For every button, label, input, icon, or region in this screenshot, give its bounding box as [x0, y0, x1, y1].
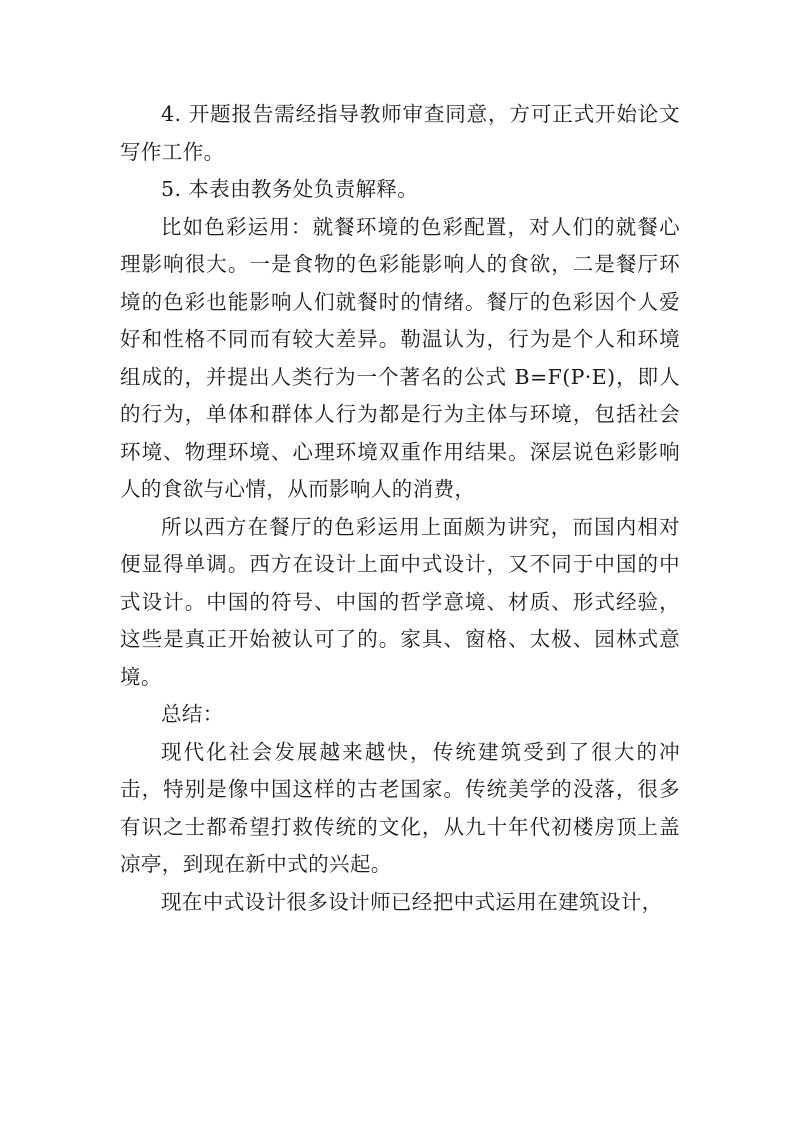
document-body	[120, 96, 680, 921]
paragraph-summary: 现代化社会发展越来越快，传统建筑受到了很大的冲击，特别是像中国这样的古老国家。传统美学的没落，很多有识之士都希望打救传统的文化，从九十年代初楼房顶上盖凉亭，到现在新中式的兴起。	[120, 739, 680, 876]
paragraph-western-design: 所以西方在餐厅的色彩运用上面颇为讲究，而国内相对便显得单调。西方在设计上面中式设计，又不同于中国的中式设计。中国的符号、中国的哲学意境、材质、形式经验，这些是真正开始被认可了的。家具、窗格、太极、园林式意境。	[120, 514, 680, 689]
paragraph-color-usage: 比如色彩运用：就餐环境的色彩配置，对人们的就餐心理影响很大。一是食物的色彩能影响人的食欲，二是餐厅环境的色彩也能影响人们就餐时的情绪。餐厅的色彩因个人爱好和性格不同而有较大差异。勒温认为，行为是个人和环境组成的，并提出人类行为一个著名的公式 B=F(P·E)，即人的行为，单体和群体人行为都是行为主体与环境，包括社会环境、物理环境、心理环境双重作用结果。深层说色彩影响人的食欲与心情，从而影响人的消费，	[120, 214, 680, 501]
note-item-5: 5. 本表由教务处负责解释。	[161, 177, 419, 201]
summary-heading: 总结：	[161, 702, 224, 726]
paragraph-modern-design: 现在中式设计很多设计师已经把中式运用在建筑设计，	[161, 889, 663, 914]
note-item-4: 4. 开题报告需经指导教师审查同意，方可正式开始论文写作工作。	[120, 102, 680, 164]
